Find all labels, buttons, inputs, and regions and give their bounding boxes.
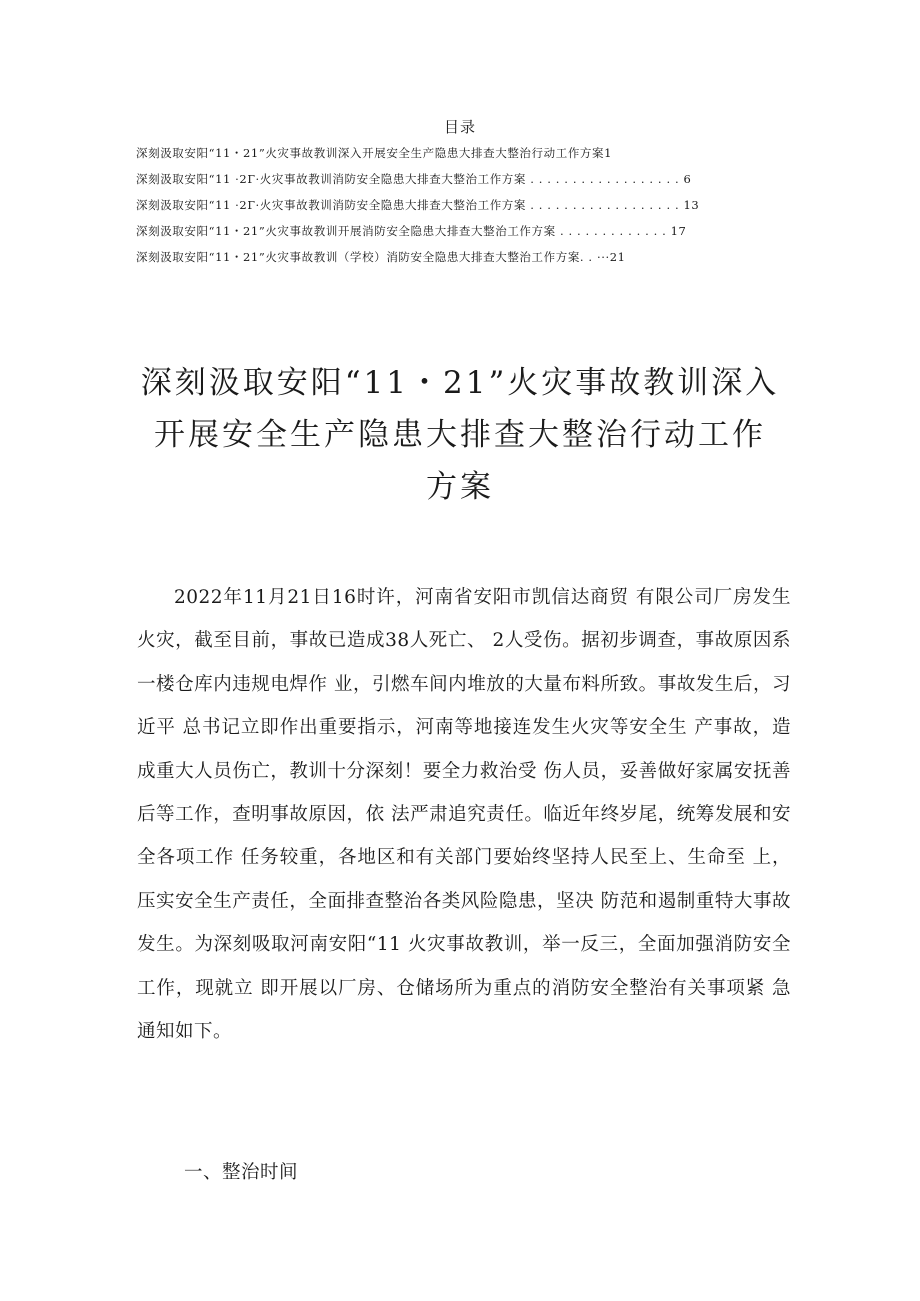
body-paragraph: 2022年11月21日16时许，河南省安阳市凯信达商贸 有限公司厂房发生火灾，截至目前，事故已造成38人死亡、 2人受伤。据初步调查，事故原因系一楼仓库内违规电焊作 业，引燃车间内堆放的大量布料所致。事故发生后，习近平 总书记立即作出重要指示，河南等地接连发生火灾等安全生 产事故，造成重大人员伤亡，教训十分深刻！要全力救治受 伤人员，妥善做好家属安抚善后等工作，查明事故原因，依 法严肃追究责任。临近年终岁尾，统筹发展和安全各项工作 任务较重，各地区和有关部门要始终坚持人民至上、生命至 上，压实安全生产责任，全面排查整治各类风险隐患，坚决 防范和遏制重特大事故发生。为深刻吸取河南安阳“11 火灾事故教训，举一反三，全面加强消防安全工作，现就立 即开展以厂房、仓储场所为重点的消防安全整治有关事项紧 急通知如下。	[137, 587, 791, 1043]
table-of-contents	[136, 145, 776, 275]
section-heading: 一、整治时间	[184, 1162, 299, 1183]
title-line: 开展安全生产隐患大排查大整治行动工作	[154, 417, 766, 453]
toc-entry[interactable]: 深刻汲取安阳“11・21”火灾事故教训开展消防安全隐患大排查大整治工作方案 . . . . . . . . . . . . . 17	[136, 224, 687, 238]
toc-title: 目录	[443, 118, 476, 136]
toc-entry[interactable]: 深刻汲取安阳“11・21”火灾事故教训深入开展安全生产隐患大排查大整治行动工作方案1	[136, 146, 613, 160]
document-title	[0, 357, 920, 513]
title-line: 深刻汲取安阳“11・21”火灾事故教训深入	[140, 365, 780, 401]
toc-entry[interactable]: 深刻汲取安阳“11 ·2Г·火灾事故教训消防安全隐患大排查大整治工作方案 . . . . . . . . . . . . . . . . . . 13	[136, 198, 700, 212]
toc-entry[interactable]: 深刻汲取安阳“11・21”火灾事故教训（学校）消防安全隐患大排查大整治工作方案. . ···21	[136, 250, 626, 264]
title-line: 方案	[426, 469, 494, 505]
document-body	[137, 576, 791, 1053]
toc-entry[interactable]: 深刻汲取安阳“11 ·2Г·火灾事故教训消防安全隐患大排查大整治工作方案 . . . . . . . . . . . . . . . . . . 6	[136, 172, 692, 186]
